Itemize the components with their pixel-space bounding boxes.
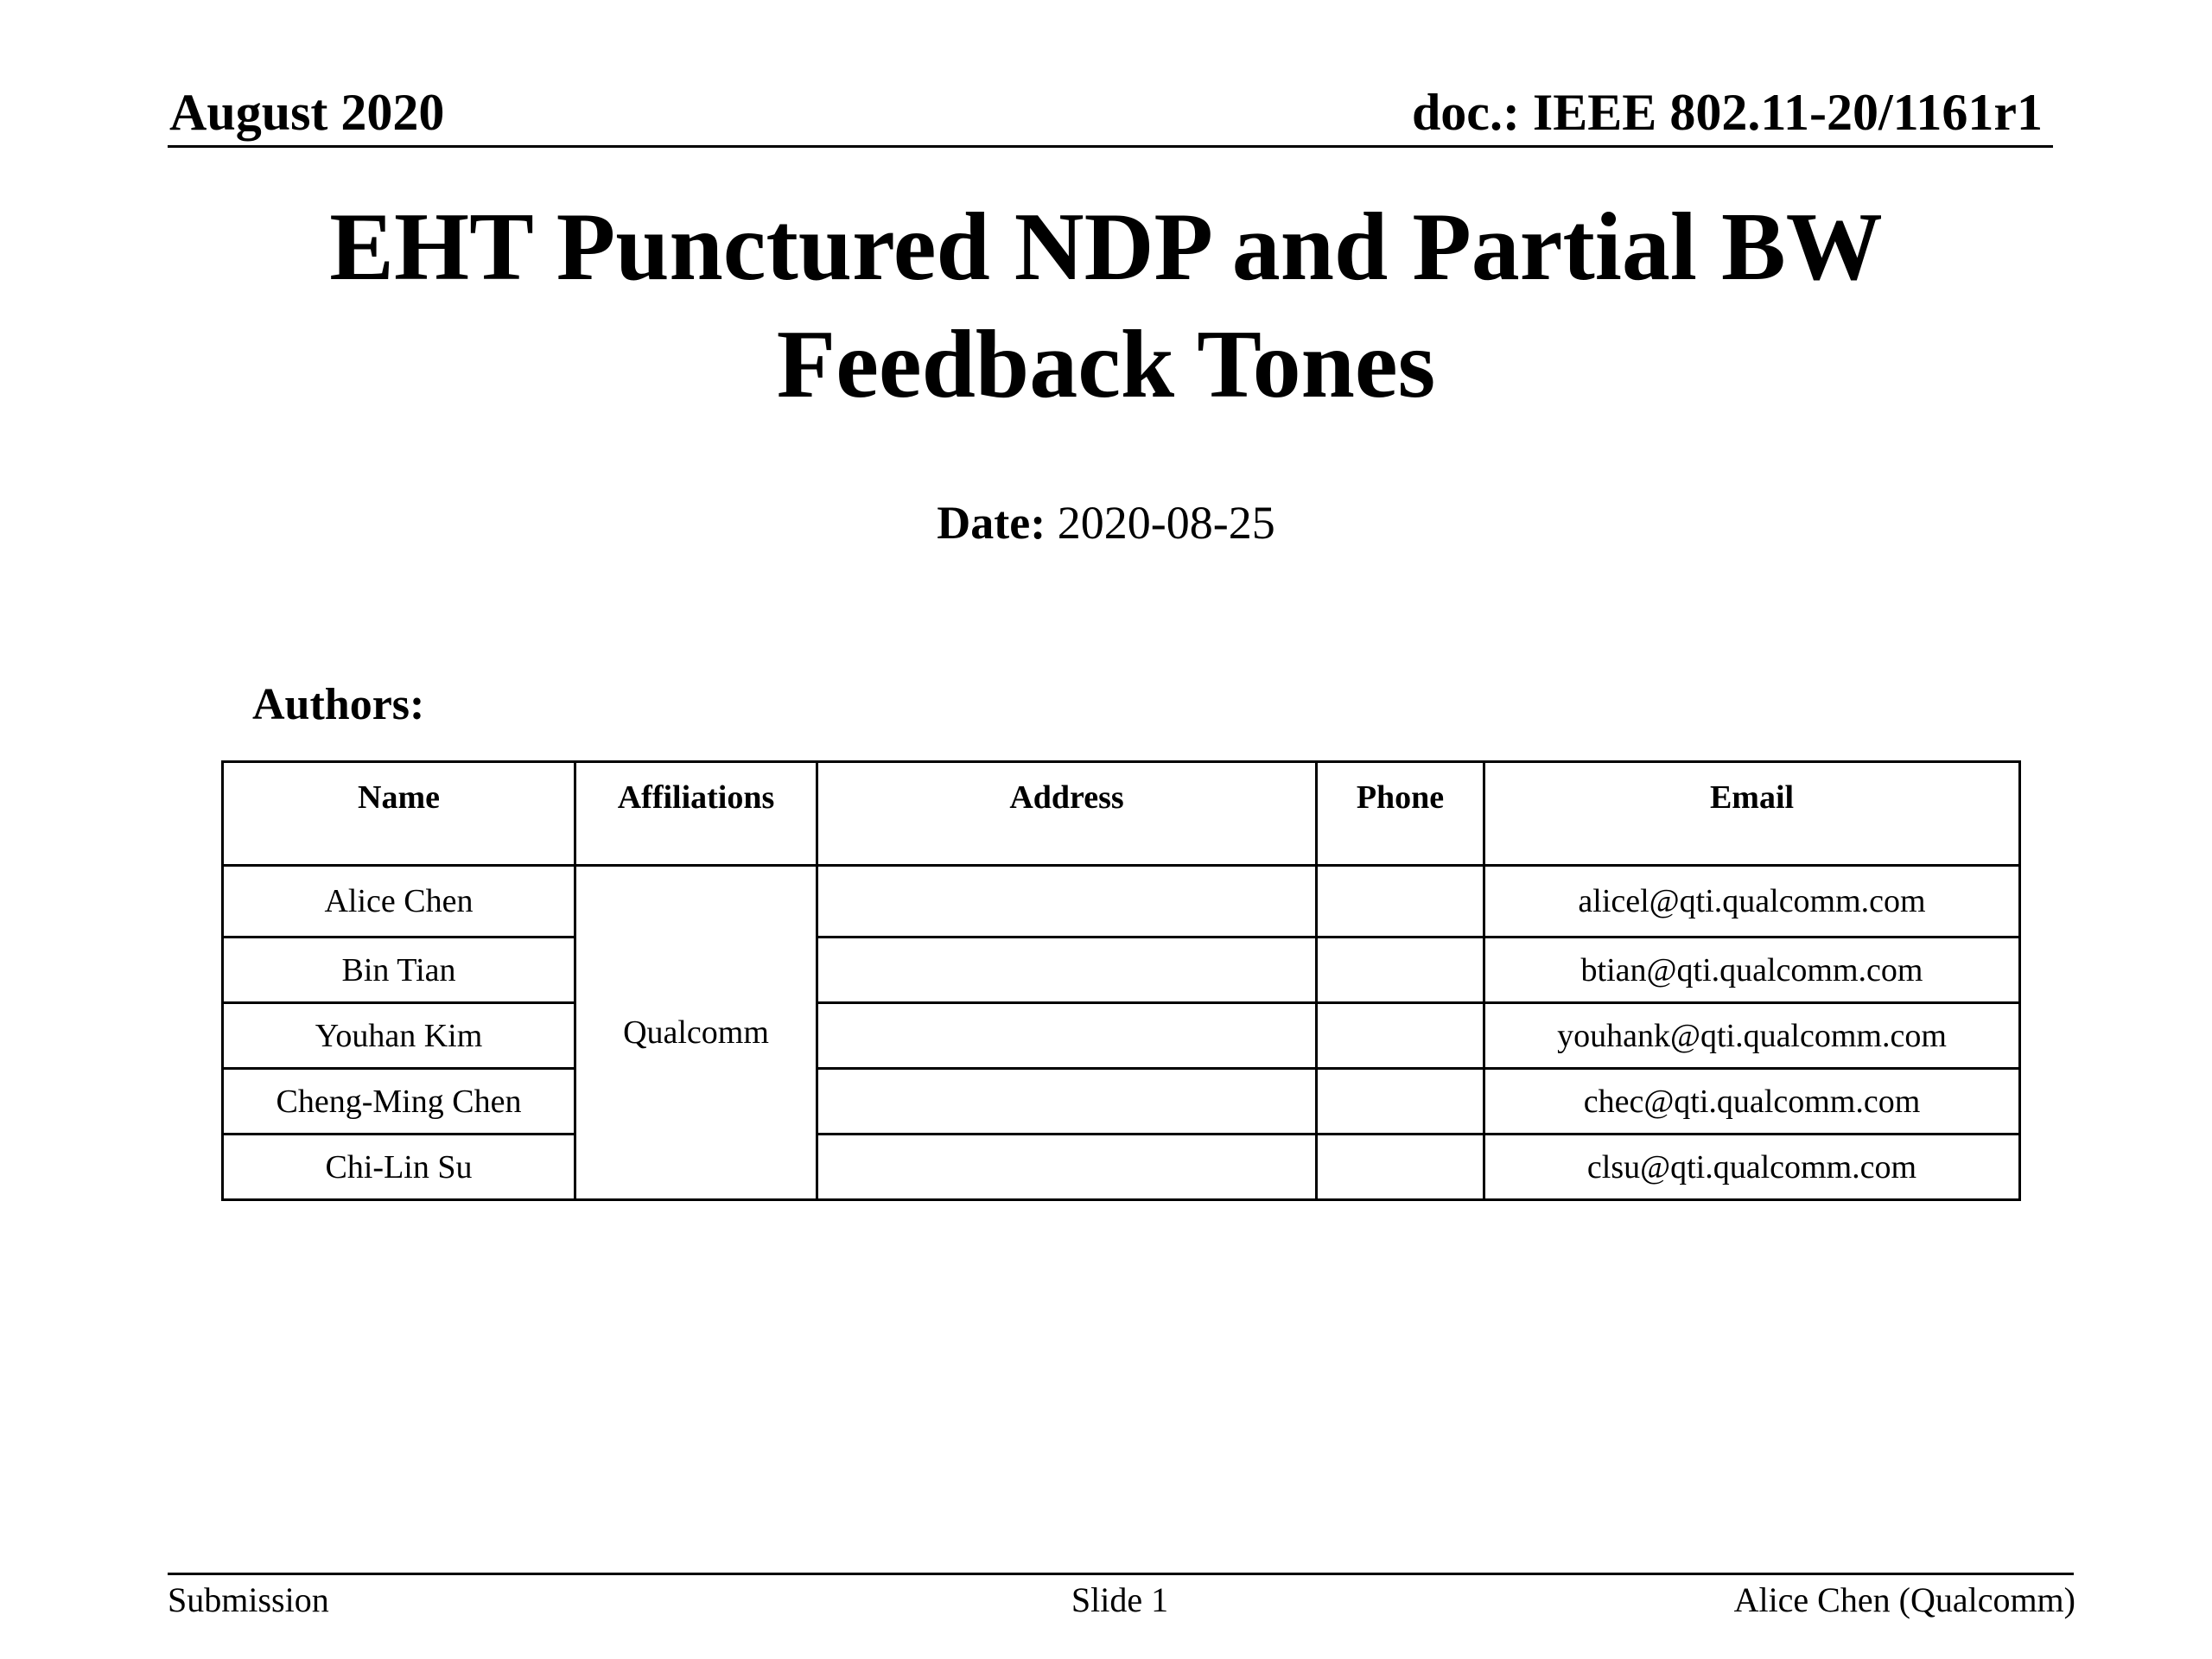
slide-title: [0, 188, 2212, 423]
column-header-phone: Phone: [1317, 762, 1484, 866]
table-row: [223, 1069, 2020, 1135]
author-email: btian@qti.qualcomm.com: [1484, 938, 2020, 1003]
table-row: [223, 866, 2020, 938]
column-header-affiliations: Affiliations: [575, 762, 817, 866]
author-phone: [1317, 938, 1484, 1003]
footer-divider: [168, 1573, 2074, 1575]
author-email: chec@qti.qualcomm.com: [1484, 1069, 2020, 1135]
author-phone: [1317, 1135, 1484, 1200]
author-address: [817, 1069, 1317, 1135]
footer-author: Alice Chen (Qualcomm): [1733, 1580, 2075, 1619]
table-row: [223, 1135, 2020, 1200]
slide-title-line-1: EHT Punctured NDP and Partial BW: [329, 194, 1883, 301]
author-address: [817, 1135, 1317, 1200]
author-email: alicel@qti.qualcomm.com: [1484, 866, 2020, 938]
column-header-email: Email: [1484, 762, 2020, 866]
column-header-name: Name: [223, 762, 575, 866]
author-phone: [1317, 1069, 1484, 1135]
author-email: clsu@qti.qualcomm.com: [1484, 1135, 2020, 1200]
author-address: [817, 866, 1317, 938]
authors-table-header-row: [223, 762, 2020, 866]
footer-slide-number: Slide 1: [1071, 1580, 1169, 1619]
table-row: [223, 1003, 2020, 1069]
date-label: Date:: [937, 497, 1046, 549]
author-email: youhank@qti.qualcomm.com: [1484, 1003, 2020, 1069]
authors-table: [221, 760, 2021, 1201]
column-header-address: Address: [817, 762, 1317, 866]
author-name: Alice Chen: [223, 866, 575, 938]
slide-title-line-2: Feedback Tones: [776, 311, 1436, 418]
author-phone: [1317, 866, 1484, 938]
header-doc-id: doc.: IEEE 802.11-20/1161r1: [1411, 84, 2043, 141]
footer-submission: Submission: [168, 1580, 329, 1619]
author-name: Cheng-Ming Chen: [223, 1069, 575, 1135]
author-name: Chi-Lin Su: [223, 1135, 575, 1200]
header-date: August 2020: [169, 84, 445, 141]
author-address: [817, 938, 1317, 1003]
author-name: Bin Tian: [223, 938, 575, 1003]
authors-label: Authors:: [252, 680, 425, 729]
author-affiliation: Qualcomm: [575, 866, 817, 1200]
date-value: 2020-08-25: [1057, 497, 1275, 549]
author-address: [817, 1003, 1317, 1069]
date-line: [0, 497, 2212, 549]
table-row: [223, 938, 2020, 1003]
author-phone: [1317, 1003, 1484, 1069]
header-divider: [168, 145, 2053, 148]
author-name: Youhan Kim: [223, 1003, 575, 1069]
